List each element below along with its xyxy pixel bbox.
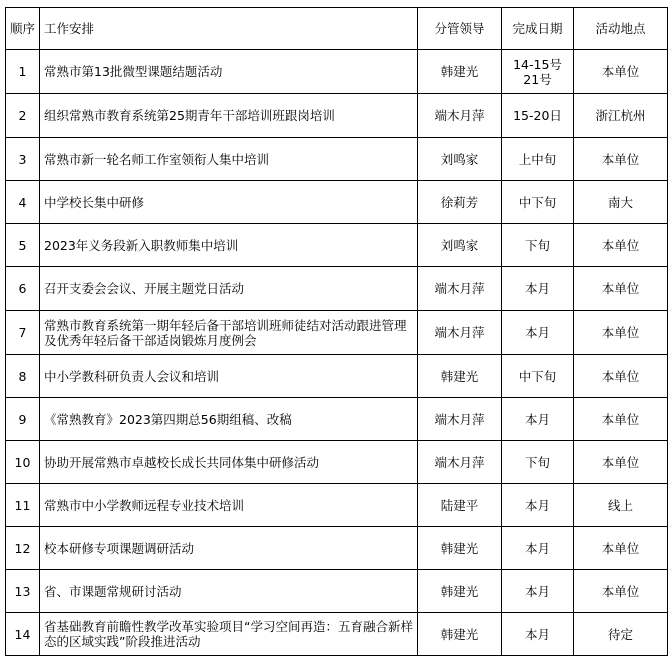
cell-place: 本单位 (574, 570, 668, 613)
cell-task: 常熟市新一轮名师工作室领衔人集中培训 (40, 138, 418, 181)
table-row (6, 138, 668, 181)
header-no: 顺序 (6, 8, 40, 50)
cell-task: 《常熟教育》2023第四期总56期组稿、改稿 (40, 398, 418, 441)
cell-place: 本单位 (574, 355, 668, 398)
cell-date: 本月 (502, 570, 574, 613)
cell-date: 14-15号 21号 (502, 50, 574, 94)
cell-no: 14 (6, 613, 40, 656)
cell-date: 本月 (502, 311, 574, 355)
cell-place: 本单位 (574, 527, 668, 570)
cell-date: 下旬 (502, 224, 574, 267)
cell-no: 7 (6, 311, 40, 355)
cell-no: 3 (6, 138, 40, 181)
cell-place: 本单位 (574, 441, 668, 484)
cell-task: 省、市课题常规研讨活动 (40, 570, 418, 613)
table-row (6, 311, 668, 355)
cell-task: 校本研修专项课题调研活动 (40, 527, 418, 570)
cell-date: 本月 (502, 267, 574, 311)
table-row (6, 94, 668, 138)
cell-place: 本单位 (574, 224, 668, 267)
cell-no: 12 (6, 527, 40, 570)
cell-place: 南大 (574, 181, 668, 224)
cell-task: 组织常熟市教育系统第25期青年干部培训班跟岗培训 (40, 94, 418, 138)
header-lead: 分管领导 (418, 8, 502, 50)
cell-place: 本单位 (574, 398, 668, 441)
cell-lead: 徐莉芳 (418, 181, 502, 224)
cell-place: 线上 (574, 484, 668, 527)
cell-lead: 端木月萍 (418, 94, 502, 138)
cell-date: 下旬 (502, 441, 574, 484)
cell-no: 6 (6, 267, 40, 311)
table-row (6, 441, 668, 484)
cell-lead: 韩建光 (418, 613, 502, 656)
cell-place: 本单位 (574, 50, 668, 94)
cell-no: 1 (6, 50, 40, 94)
cell-place: 浙江杭州 (574, 94, 668, 138)
cell-lead: 刘鸣家 (418, 138, 502, 181)
table-row (6, 267, 668, 311)
header-row (6, 8, 668, 50)
cell-date: 本月 (502, 613, 574, 656)
cell-place: 本单位 (574, 267, 668, 311)
cell-date: 上中旬 (502, 138, 574, 181)
table-row (6, 355, 668, 398)
table-row (6, 224, 668, 267)
cell-task: 省基础教育前瞻性教学改革实验项目“学习空间再造：五育融合新样态的区域实践”阶段推进活动 (40, 613, 418, 656)
cell-no: 5 (6, 224, 40, 267)
header-task: 工作安排 (40, 8, 418, 50)
cell-date: 中下旬 (502, 355, 574, 398)
cell-lead: 韩建光 (418, 527, 502, 570)
cell-no: 10 (6, 441, 40, 484)
table-row (6, 527, 668, 570)
work-schedule-table (5, 7, 668, 656)
cell-lead: 韩建光 (418, 355, 502, 398)
header-place: 活动地点 (574, 8, 668, 50)
cell-task: 2023年义务段新入职教师集中培训 (40, 224, 418, 267)
header-date: 完成日期 (502, 8, 574, 50)
cell-lead: 端木月萍 (418, 267, 502, 311)
cell-task: 中学校长集中研修 (40, 181, 418, 224)
table-row (6, 398, 668, 441)
cell-task: 常熟市教育系统第一期年轻后备干部培训班师徒结对活动跟进管理及优秀年轻后备干部适岗锻炼月度例会 (40, 311, 418, 355)
cell-lead: 端木月萍 (418, 398, 502, 441)
table-row (6, 613, 668, 656)
cell-task: 协助开展常熟市卓越校长成长共同体集中研修活动 (40, 441, 418, 484)
cell-task: 常熟市中小学教师远程专业技术培训 (40, 484, 418, 527)
cell-date: 15-20日 (502, 94, 574, 138)
cell-date: 中下旬 (502, 181, 574, 224)
cell-lead: 韩建光 (418, 50, 502, 94)
table-row (6, 484, 668, 527)
cell-no: 8 (6, 355, 40, 398)
cell-task: 召开支委会会议、开展主题党日活动 (40, 267, 418, 311)
table-row (6, 570, 668, 613)
cell-task: 常熟市第13批微型课题结题活动 (40, 50, 418, 94)
cell-place: 待定 (574, 613, 668, 656)
cell-no: 9 (6, 398, 40, 441)
cell-no: 2 (6, 94, 40, 138)
cell-date: 本月 (502, 527, 574, 570)
cell-place: 本单位 (574, 138, 668, 181)
cell-no: 13 (6, 570, 40, 613)
cell-place: 本单位 (574, 311, 668, 355)
cell-date: 本月 (502, 398, 574, 441)
table-row (6, 50, 668, 94)
cell-no: 4 (6, 181, 40, 224)
table-body (6, 50, 668, 656)
cell-no: 11 (6, 484, 40, 527)
cell-date: 本月 (502, 484, 574, 527)
cell-task: 中小学教科研负责人会议和培训 (40, 355, 418, 398)
cell-lead: 韩建光 (418, 570, 502, 613)
cell-lead: 陆建平 (418, 484, 502, 527)
cell-lead: 端木月萍 (418, 441, 502, 484)
cell-lead: 刘鸣家 (418, 224, 502, 267)
table-row (6, 181, 668, 224)
cell-lead: 端木月萍 (418, 311, 502, 355)
